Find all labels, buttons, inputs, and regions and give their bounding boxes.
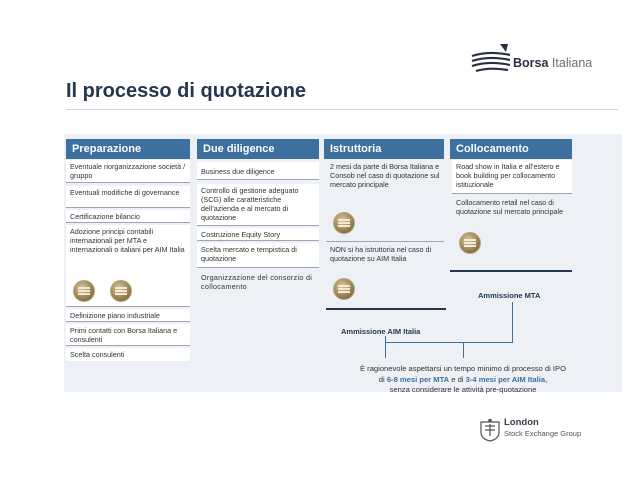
column-header-istruttoria: Istruttoria xyxy=(324,139,444,159)
lse-crest-icon xyxy=(479,418,501,442)
column-header-collocamento: Collocamento xyxy=(450,139,572,159)
list-item: Eventuali modifiche di governance xyxy=(66,186,190,208)
list-item: Eventuale riorganizzazione società / gruppo xyxy=(66,160,190,183)
mta-admission-label: Ammissione MTA xyxy=(478,291,541,300)
connector-line xyxy=(512,302,513,342)
list-item: Controllo di gestione adeguato (SCG) alle caratteristiche dell’azienda e al mercato di quotazione xyxy=(197,184,319,226)
list-item: Collocamento retail nel caso di quotazione sul mercato principale xyxy=(456,198,564,216)
column-header-preparazione: Preparazione xyxy=(66,139,190,159)
quality-seal-icon xyxy=(73,280,95,302)
list-item: 2 mesi da parte di Borsa Italiana e Consob nel caso di quotazione sul mercato principale xyxy=(330,162,440,189)
list-item: Adozione principi contabili internazionali per MTA e internazionali o italiani per AIM Italia xyxy=(66,225,190,307)
aim-admission-bar xyxy=(326,308,446,310)
list-item: Scelta mercato e tempistica di quotazione xyxy=(197,243,319,268)
list-item: Scelta consulenti xyxy=(66,348,190,361)
quality-seal-icon xyxy=(110,280,132,302)
lse-wordmark: London Stock Exchange Group xyxy=(504,417,582,438)
borsa-italiana-logo-icon xyxy=(470,42,512,76)
column-header-due-diligence: Due diligence xyxy=(197,139,319,159)
quality-seal-icon xyxy=(333,212,355,234)
connector-line xyxy=(385,336,386,358)
page-title: Il processo di quotazione xyxy=(66,80,307,102)
mta-admission-bar xyxy=(450,270,572,272)
connector-line xyxy=(463,342,464,358)
list-item: Road show in Italia e all’estero e book building per collocamento istituzionale xyxy=(452,160,572,194)
list-item: NON si ha istruttoria nel caso di quotazione su AIM Italia xyxy=(330,245,432,263)
connector-line xyxy=(385,342,513,343)
list-item: Definizione piano industriale xyxy=(66,309,190,322)
cell-divider xyxy=(326,241,444,242)
list-item: Costruzione Equity Story xyxy=(197,228,319,241)
title-divider xyxy=(66,109,618,110)
quality-seal-icon xyxy=(333,278,355,300)
quality-seal-icon xyxy=(459,232,481,254)
borsa-italiana-wordmark: Borsa Italiana xyxy=(513,56,593,70)
list-item: Primi contatti con Borsa Italiana e consulenti xyxy=(66,324,190,346)
summary-note: È ragionevole aspettarsi un tempo minimo di processo di IPO di 6-8 mesi per MTA e di 3-4 mesi per AIM Italia, senza considerare le attività pre-quotazione xyxy=(360,364,566,394)
list-item: Organizzazione del consorzio di collocamento xyxy=(201,273,313,291)
list-item: Certificazione bilancio xyxy=(66,210,190,223)
list-item: Business due diligence xyxy=(197,162,319,180)
aim-admission-label: Ammissione AIM Italia xyxy=(341,327,421,336)
